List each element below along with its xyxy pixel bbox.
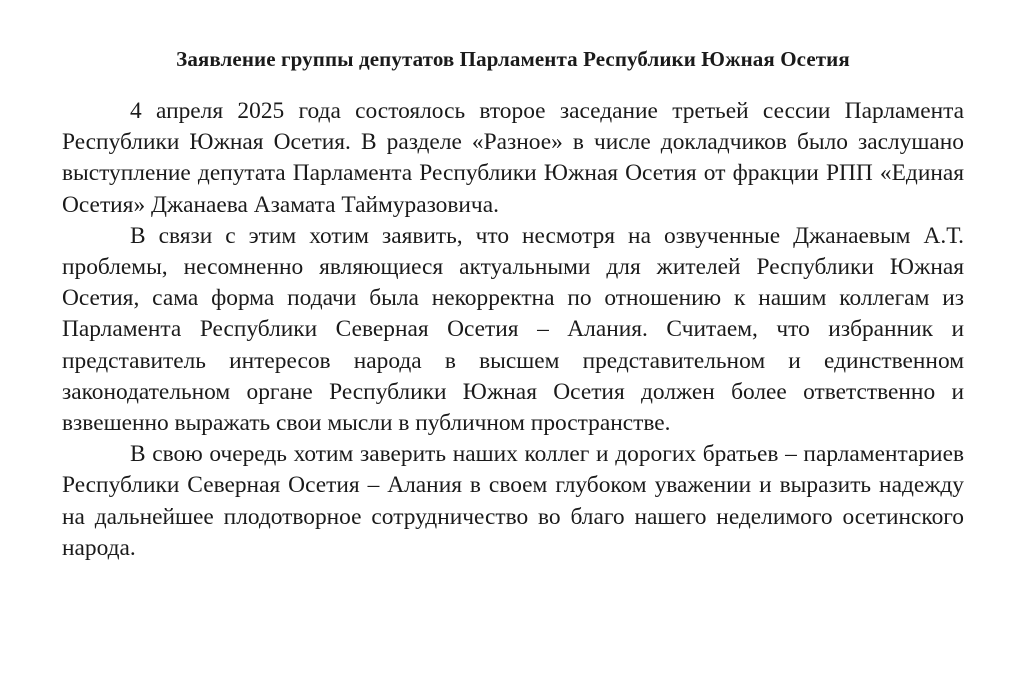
document-title: Заявление группы депутатов Парламента Республики Южная Осетия xyxy=(176,47,850,71)
paragraph-2: В связи с этим хотим заявить, что несмотря на озвученные Джанаевым А.Т. проблемы, несомненно являющиеся актуальными для жителей Республики Южная Осетия, сама форма подачи была некорректна по отношению к нашим коллегам из Парламента Республики Северная Осетия – Алания. Считаем, что избранник и представитель интересов народа в высшем представительном и единственном законодательном органе Республики Южная Осетия должен более ответственно и взвешенно выражать свои мысли в публичном пространстве. xyxy=(62,222,964,437)
paragraph-1: 4 апреля 2025 года состоялось второе заседание третьей сессии Парламента Республики Южная Осетия. В разделе «Разное» в числе докладчиков было заслушано выступление депутата Парламента Республики Южная Осетия от фракции РПП «Единая Осетия» Джанаева Азамата Таймуразовича. xyxy=(62,98,964,218)
paragraph-3: В свою очередь хотим заверить наших коллег и дорогих братьев – парламентариев Республики Северная Осетия – Алания в своем глубоком уважении и выразить надежду на дальнейшее плодотворное сотрудничество во благо нашего неделимого осетинского народа. xyxy=(62,441,964,561)
document-page xyxy=(62,44,964,564)
